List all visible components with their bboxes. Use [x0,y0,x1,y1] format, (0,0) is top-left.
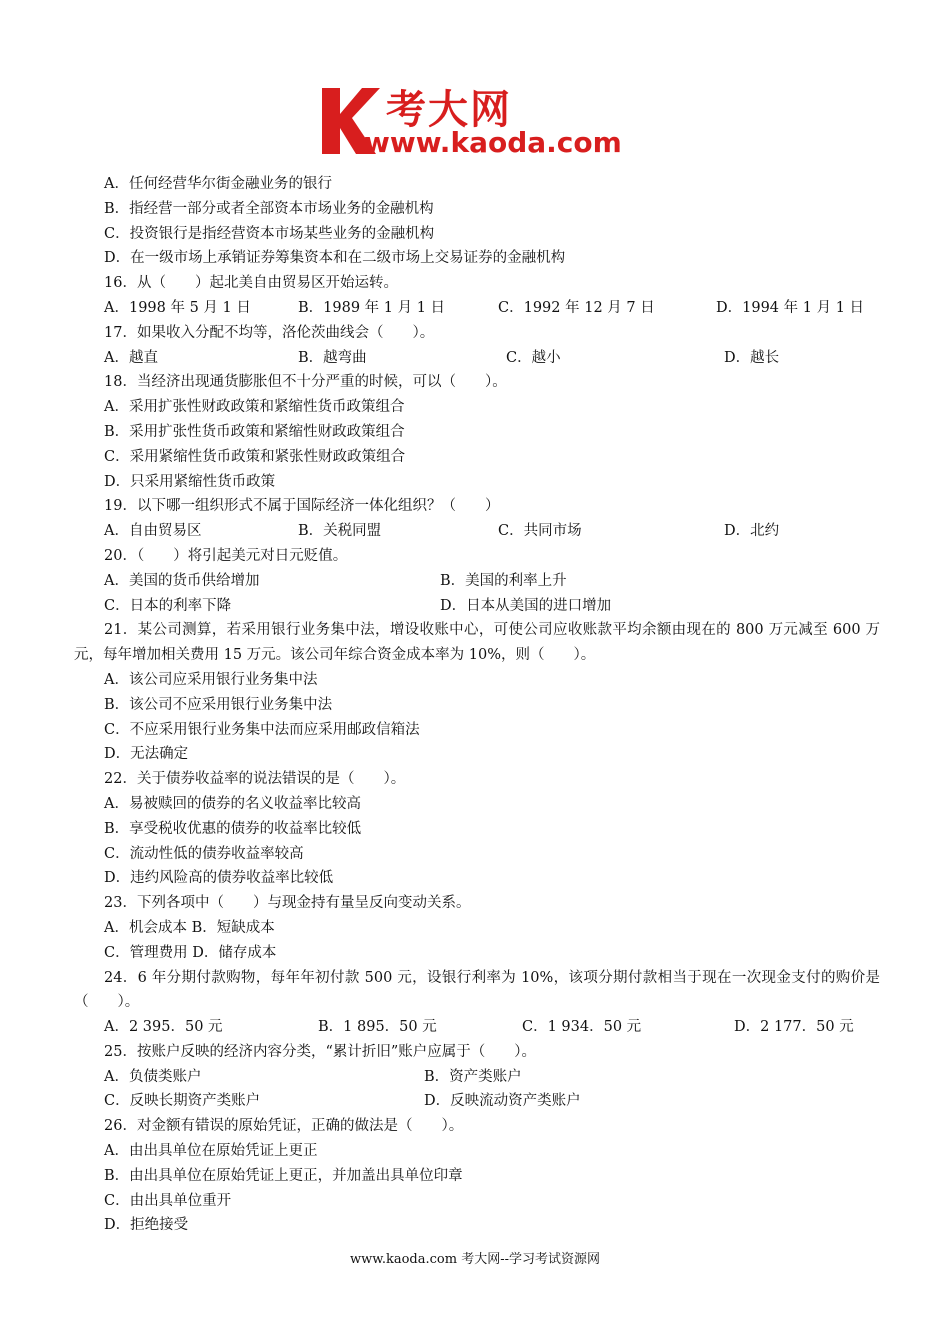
option-row [74,296,880,321]
option: D．北约 [724,523,780,540]
option: B．采用扩张性货币政策和紧缩性财政政策组合 [104,423,405,440]
option: C．由出具单位重开 [104,1192,232,1209]
option: B．该公司不应采用银行业务集中法 [104,696,333,713]
option: D．反映流动资产类账户 [424,1093,581,1110]
option-row [74,1015,880,1040]
question-stem: 20．（ ）将引起美元对日元贬值。 [104,547,348,564]
option: B．关税同盟 [298,523,382,540]
option: C．1992 年 12 月 7 日 [498,299,655,316]
question-stem: 19．以下哪一组织形式不属于国际经济一体化组织？（ ） [104,498,500,515]
option: A．由出具单位在原始凭证上更正 [104,1143,318,1160]
option: D．在一级市场上承销证券筹集资本和在二级市场上交易证券的金融机构 [104,250,566,267]
option: C．越小 [506,349,561,366]
option: A．美国的货币供给增加 [104,572,260,589]
option: D．违约风险高的债券收益率比较低 [104,870,334,887]
option-row [74,1089,880,1114]
option: A．负债类账户 [104,1068,202,1085]
logo-name: 考大网 [386,87,512,133]
question-stem: 25．按账户反映的经济内容分类，“累计折旧”账户应属于（ ）。 [104,1043,537,1060]
option: A．该公司应采用银行业务集中法 [104,671,318,688]
question-stem: 22．关于债券收益率的说法错误的是（ ）。 [104,771,406,788]
option: C．不应采用银行业务集中法而应采用邮政信箱法 [104,721,420,738]
option: A．越直 [104,349,158,366]
option: D．无法确定 [104,746,189,763]
option: C．共同市场 [498,523,582,540]
question-stem: 21．某公司测算，若采用银行业务集中法，增设收账中心，可使公司应收账款平均余额由现在的 800 万元减至 600 万元，每年增加相关费用 15 万元。该公司年综合资金成本率为 10%，则（ ）。 [74,622,880,664]
option: B．享受税收优惠的债券的收益率比较低 [104,820,362,837]
option: B．资产类账户 [424,1068,522,1085]
option-row [74,569,880,594]
option: A．采用扩张性财政政策和紧缩性货币政策组合 [104,399,405,416]
option: A．任何经营华尔街金融业务的银行 [104,176,332,192]
kaoda-logo [318,80,638,162]
question-stem: 24．6 年分期付款购物，每年年初付款 500 元，设银行利率为 10%，该项分期付款相当于现在一次现金支付的购价是（ ）。 [74,969,880,1011]
option-row [74,1065,880,1090]
option: A．1998 年 5 月 1 日 [104,299,251,316]
option: C．采用紧缩性货币政策和紧张性财政政策组合 [104,448,406,465]
option: B．美国的利率上升 [440,572,567,589]
option: B．1 895．50 元 [318,1019,437,1036]
option: D．日本从美国的进口增加 [440,597,612,614]
question-stem: 23．下列各项中（ ）与现金持有量呈反向变动关系。 [104,895,471,912]
question-stem: 26．对金额有错误的原始凭证，正确的做法是（ ）。 [104,1118,464,1135]
option: A．易被赎回的债券的名义收益率比较高 [104,795,361,812]
option: C．投资银行是指经营资本市场某些业务的金融机构 [104,225,435,242]
option: C．日本的利率下降 [104,597,232,614]
option: C．1 934．50 元 [522,1019,642,1036]
option-row [74,519,880,544]
option: B．指经营一部分或者全部资本市场业务的金融机构 [104,200,434,217]
option: D．越长 [724,349,780,366]
option: A．2 395．50 元 [104,1019,223,1036]
option: C．流动性低的债券收益率较高 [104,845,304,862]
logo-url: www.kaoda.com [364,126,622,159]
question-stem: 16．从（ ）起北美自由贸易区开始运转。 [104,275,398,292]
option: D．2 177．50 元 [734,1019,854,1036]
page-footer: www.kaoda.com 考大网--学习考试资源网 [350,1252,600,1267]
question-stem: 17．如果收入分配不均等，洛伦茨曲线会（ ）。 [104,324,435,341]
option-row [74,346,880,371]
option-row [74,594,880,619]
option: D．只采用紧缩性货币政策 [104,473,276,490]
option: A．自由贸易区 [104,523,202,540]
option: A．机会成本 B．短缺成本 [104,919,275,936]
option: D．1994 年 1 月 1 日 [716,299,865,316]
option: C．管理费用 D．储存成本 [104,944,277,961]
option: D．拒绝接受 [104,1217,189,1234]
option: B．由出具单位在原始凭证上更正，并加盖出具单位印章 [104,1167,463,1184]
option: B．越弯曲 [298,349,367,366]
exam-content [74,172,880,1238]
option: B．1989 年 1 月 1 日 [298,299,446,316]
option: C．反映长期资产类账户 [104,1093,261,1110]
question-stem: 18．当经济出现通货膨胀但不十分严重的时候，可以（ ）。 [104,374,507,391]
